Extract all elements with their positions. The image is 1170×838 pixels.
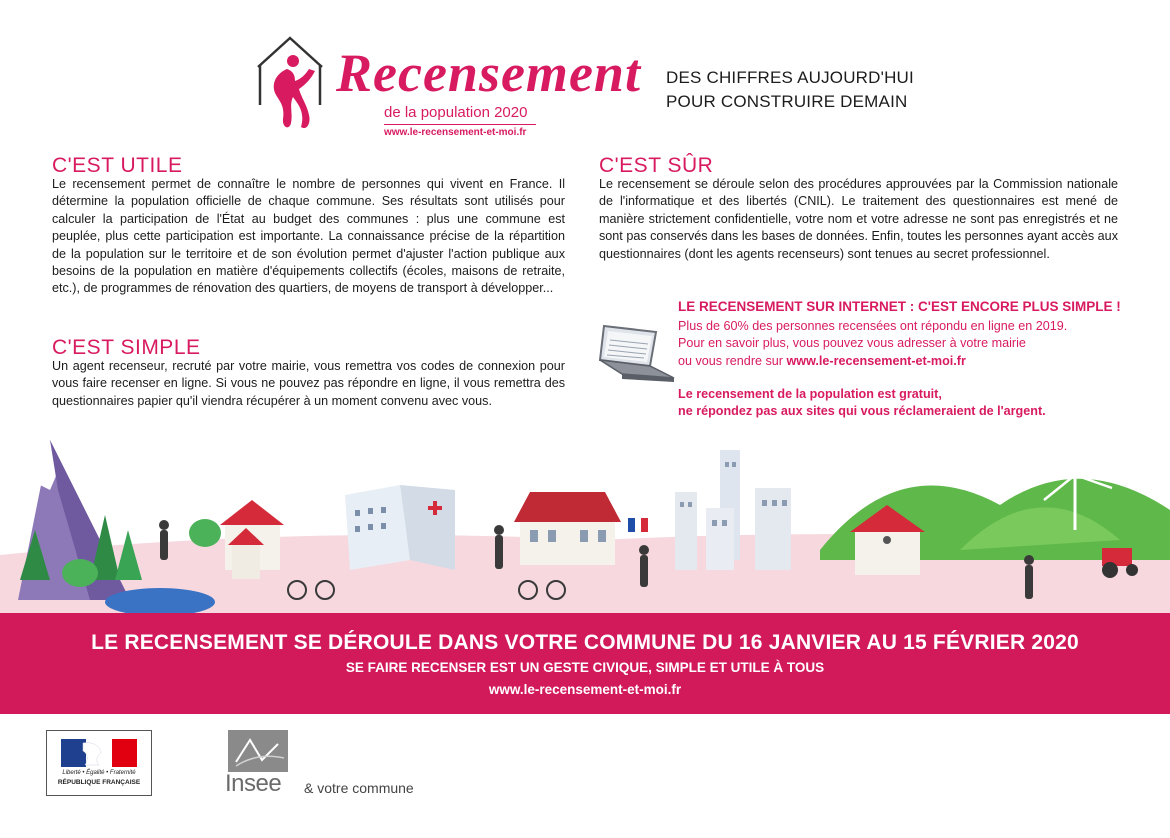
free-warning-line-2: ne répondez pas aux sites qui vous réclameraient de l'argent. [678,404,1046,419]
towers [675,450,791,570]
section-title-sur: C'EST SÛR [599,154,714,177]
marianne-flag-icon [61,739,137,767]
banner-sub-text: SE FAIRE RECENSER EST UN GESTE CIVIQUE, SIMPLE ET UTILE À TOUS [345,660,825,675]
insee-wordmark: Insee [225,770,282,797]
republique-francaise-logo [46,730,152,796]
logo-subtitle: de la population 2020 [384,104,528,121]
internet-line-1: Plus de 60% des personnes recensées ont répondu en ligne en 2019. [678,319,1068,333]
laptop-icon [598,322,676,384]
section-title-utile: C'EST UTILE [52,154,183,177]
internet-line-3 [678,353,1138,370]
internet-body [678,318,1138,370]
tagline [666,66,914,114]
section-title-simple: C'EST SIMPLE [52,336,201,359]
banner-url-link[interactable]: www.le-recensement-et-moi.fr [488,682,682,697]
republic-motto: Liberté • Égalité • Fraternité [62,770,136,776]
tagline-line-1: DES CHIFFRES AUJOURD'HUI [666,68,914,87]
insee-logo-icon [228,730,288,772]
tagline-line-2: POUR CONSTRUIRE DEMAIN [666,92,908,111]
logo-house-icon [255,35,325,135]
logo-divider [384,124,536,125]
internet-url-link[interactable]: www.le-recensement-et-moi.fr [786,353,966,368]
internet-line-2: Pour en savoir plus, vous pouvez vous adresser à votre mairie [678,336,1026,351]
banner-main-text: LE RECENSEMENT SE DÉROULE DANS VOTRE COMMUNE DU 16 JANVIER AU 15 FÉVRIER 2020 [91,631,1079,654]
section-body-utile: Le recensement permet de connaître le nombre de personnes qui vivent en France. Il détermine la population officielle de chaque commune. Ses résultats sont utilisés pour calculer la participation de l'État au budget des communes : plus une commune est peuplée, plus cette participation est importante. La connaissance précise de la répartition de la population sur le territoire et de son évolution permet d'ajuster l'action publique aux besoins de la population en matière d'équipements collectifs (écoles, maisons de retraite, etc.), de programmes de rénovation des quartiers, de moyens de transport à développer... [52,177,565,296]
logo-wordmark: Recensement [336,43,641,103]
internet-line-3-prefix: ou vous rendre sur [678,353,787,368]
pond [105,588,215,616]
logo-url-link[interactable]: www.le-recensement-et-moi.fr [384,127,527,138]
section-body-simple: Un agent recenseur, recruté par votre mairie, vous remettra vos codes de connexion pour vous faire recenser en ligne. Si vous ne pouvez pas répondre en ligne, il vous remettra des questionnaires papier qu'il viendra récupérer à un moment convenu avec vous. [52,359,565,408]
free-warning [678,386,1046,421]
section-body-sur: Le recensement se déroule selon des procédures approuvées par la Commission nationale de l'informatique et des libertés (CNIL). Le traitement des questionnaires est mené de manière strictement confidentielle, votre nom et votre adresse ne sont pas enregistrés et ne sont pas conservés dans les bases de données. Enfin, toutes les personnes ayant accès aux questionnaires (dont les agents recenseurs) sont tenues au secret professionnel. [599,177,1118,261]
internet-title: LE RECENSEMENT SUR INTERNET : C'EST ENCORE PLUS SIMPLE ! [678,299,1121,314]
hospital [345,485,455,570]
commune-label: & votre commune [304,780,414,796]
town-illustration [0,430,1170,616]
republic-name: RÉPUBLIQUE FRANÇAISE [57,779,141,786]
free-warning-line-1: Le recensement de la population est gratuit, [678,387,942,401]
